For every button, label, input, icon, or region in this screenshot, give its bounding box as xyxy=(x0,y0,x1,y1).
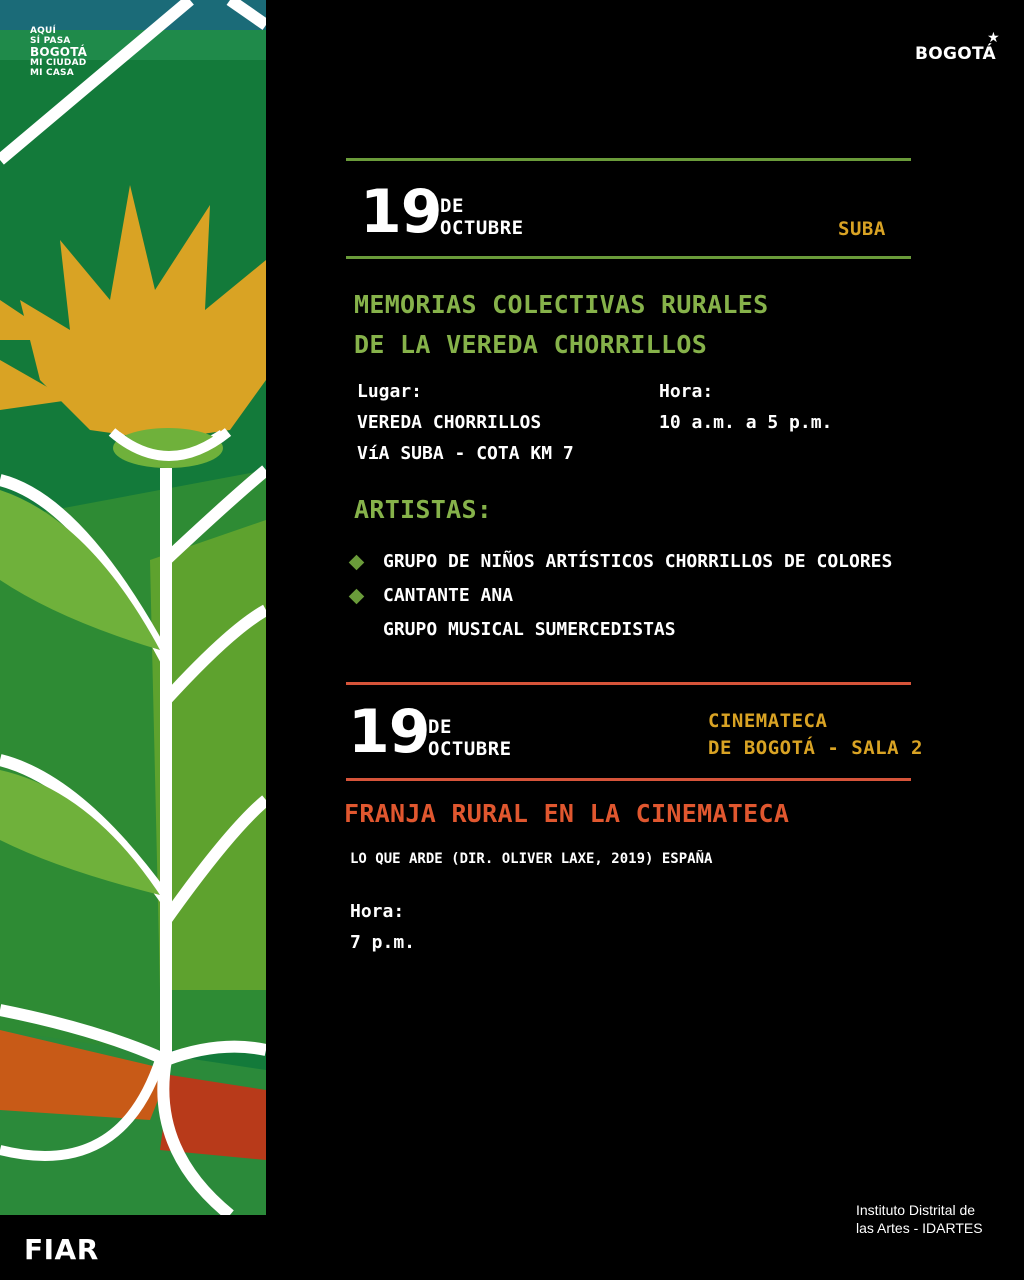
event2-day: 19 xyxy=(348,697,430,767)
event2-title: FRANJA RURAL EN LA CINEMATECA xyxy=(344,799,790,828)
event2-month-line: DE xyxy=(428,716,452,738)
star-icon: ★ xyxy=(987,30,1000,46)
place-value: VEREDA CHORRILLOS xyxy=(357,412,542,433)
place-label: Lugar: xyxy=(357,381,423,402)
artist-name: CANTANTE ANA xyxy=(383,585,514,606)
time-label: Hora: xyxy=(659,381,714,402)
idartes-logo xyxy=(856,1201,983,1237)
campaign-logo xyxy=(30,26,110,78)
event1-title-line: MEMORIAS COLECTIVAS RURALES xyxy=(354,290,769,319)
idartes-line: las Artes - IDARTES xyxy=(856,1220,983,1236)
event1-time xyxy=(659,376,832,438)
list-item xyxy=(348,579,892,613)
time-value: 10 a.m. a 5 p.m. xyxy=(659,412,833,433)
list-item xyxy=(348,545,892,579)
event1-month-line: OCTUBRE xyxy=(440,217,524,239)
event2-location-line: DE BOGOTÁ - SALA 2 xyxy=(708,737,923,759)
divider xyxy=(346,682,911,685)
campaign-logo-line: AQUÍ xyxy=(30,26,57,36)
time-value: 7 p.m. xyxy=(350,932,416,953)
fiar-logo: FIAR xyxy=(24,1233,99,1266)
campaign-logo-line: MI CASA xyxy=(30,68,74,78)
event2-time xyxy=(350,896,415,958)
divider xyxy=(346,158,911,161)
flower-illustration xyxy=(0,0,266,1215)
event2-month xyxy=(428,716,512,760)
event1-title xyxy=(354,285,768,365)
campaign-logo-line: SÍ PASA xyxy=(30,36,71,46)
time-label: Hora: xyxy=(350,901,405,922)
event2-film: LO QUE ARDE (DIR. OLIVER LAXE, 2019) ESPAÑA xyxy=(350,851,713,867)
artist-name: GRUPO MUSICAL SUMERCEDISTAS xyxy=(383,619,676,640)
diamond-bullet-icon xyxy=(349,555,365,571)
diamond-bullet-icon xyxy=(349,589,365,605)
event1-location: SUBA xyxy=(838,218,886,240)
artist-name: GRUPO DE NIÑOS ARTÍSTICOS CHORRILLOS DE COLORES xyxy=(383,551,893,572)
list-item xyxy=(348,613,892,647)
event2-location-line: CINEMATECA xyxy=(708,710,828,732)
bogota-logo-text: BOGOTÁ xyxy=(914,44,996,64)
campaign-logo-line: MI CIUDAD xyxy=(30,58,87,68)
campaign-logo-line: BOGOTÁ xyxy=(30,45,88,59)
event1-title-line: DE LA VEREDA CHORRILLOS xyxy=(354,330,708,359)
event1-day: 19 xyxy=(360,177,442,247)
place-value: VíA SUBA - COTA KM 7 xyxy=(357,443,574,464)
divider xyxy=(346,778,911,781)
event1-month xyxy=(440,195,524,239)
event1-month-line: DE xyxy=(440,195,464,217)
bogota-logo xyxy=(914,30,1000,64)
artist-list xyxy=(348,545,892,647)
divider xyxy=(346,256,911,259)
artists-heading: ARTISTAS: xyxy=(354,495,493,524)
event1-place xyxy=(357,376,574,469)
idartes-line: Instituto Distrital de xyxy=(856,1202,976,1218)
event2-month-line: OCTUBRE xyxy=(428,738,512,760)
event2-location xyxy=(708,708,923,762)
